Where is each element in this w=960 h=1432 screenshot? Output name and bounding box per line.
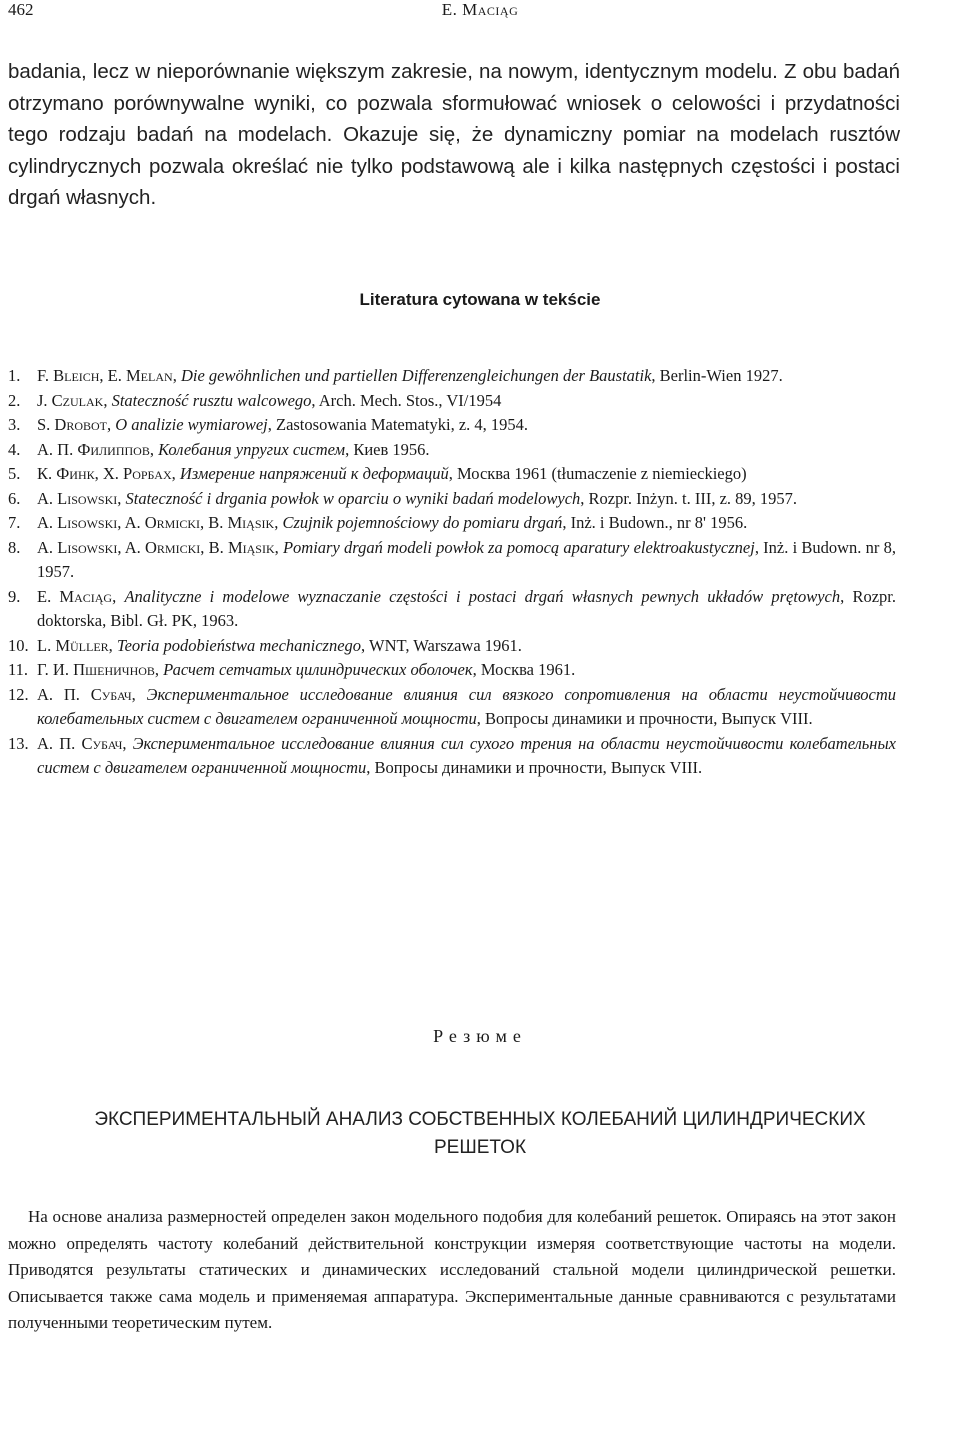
reference-item — [8, 585, 896, 634]
reference-authors: A. Lisowski, A. Ormicki, B. Miąsik — [37, 513, 275, 532]
reference-item — [8, 389, 896, 414]
reference-item — [8, 732, 896, 781]
reference-body: E. Maciąg, Analityczne i modelowe wyznaczanie częstości i postaci drgań własnych pewnych układów prętowych, Rozpr. doktorska, Bibl. Gł. PK, 1963. — [37, 586, 897, 630]
reference-number: 4. — [8, 439, 21, 459]
reference-title: Экспериментальное исследование влияния сил вязкого сопротивления на области неустойчивости колебательных систем с двигателем ограниченной мощности — [37, 684, 897, 728]
reference-item — [8, 487, 896, 512]
reference-number: 2. — [8, 390, 21, 410]
reference-title: Teoria podobieństwa mechanicznego — [116, 635, 362, 655]
reference-item — [8, 634, 896, 659]
reference-item — [8, 536, 896, 585]
reference-body: А. П. Субач, Экспериментальное исследование влияния сил вязкого сопротивления на области неустойчивости колебательных систем с двигателем ограниченной мощности, Вопросы динамики и прочности, Выпуск VIII. — [37, 684, 897, 728]
reference-number: 12. — [8, 684, 29, 704]
reference-number: 3. — [8, 415, 21, 434]
reference-number: 13. — [8, 733, 29, 753]
reference-source: , Arch. Mech. Stos., VI/1954 — [311, 390, 502, 410]
page-number: 462 — [8, 0, 34, 19]
reference-authors: E. Maciąg — [37, 586, 113, 606]
reference-source: , Inż. i Budown., nr 8' 1956. — [562, 513, 748, 532]
reference-body: A. Lisowski, A. Ormicki, B. Miąsik, Czujnik pojemnościowy do pomiaru drgań, Inż. i Budown., nr 8' 1956. — [37, 513, 748, 532]
literature-heading: Literatura cytowana w tekście — [359, 290, 601, 309]
reference-number: 7. — [8, 513, 21, 532]
reference-source: , Вопросы динамики и прочности, Выпуск VIII. — [476, 709, 813, 728]
reference-title: Колебания упругих систем — [158, 439, 346, 459]
russian-abstract: На основе анализа размерностей определен закон модельного подобия для колебаний решеток. Опираясь на этот закон можно определять частоту колебаний действительной конструкции измеряя соответствующие частоты на модели. Приводятся результаты статических и динамических исследований стальной модели цилиндрической решетки. Описывается также сама модель и применяемая аппаратура. Экспериментальные данные сравниваются с результатами полученными теоретическим путем. — [8, 1207, 896, 1332]
reference-title: Измерение напряжений к деформаций — [179, 464, 449, 483]
reference-title: Czujnik pojemnościowy do pomiaru drgań — [282, 513, 563, 532]
reference-authors: F. Bleich, E. Melan — [37, 366, 173, 385]
russian-title-line-2: РЕШЕТОК — [433, 1137, 527, 1158]
reference-body: A. Lisowski, Stateczność i drgania powłok w oparciu o wyniki badań modelowych, Rozpr. Inżyn. t. III, z. 89, 1957. — [37, 488, 798, 508]
reference-authors: А. П. Субач — [37, 684, 132, 704]
reference-body: К. Финк, X. Рорбах, Измерение напряжений к деформаций, Москва 1961 (tłumaczenie z niemieckiego) — [37, 464, 747, 483]
reference-title: O analizie wymiarowej — [115, 415, 268, 434]
reference-source: , Berlin-Wien 1927. — [651, 366, 783, 385]
reference-source: , Zastosowania Matematyki, z. 4, 1954. — [267, 415, 529, 434]
reference-number: 11. — [8, 660, 29, 679]
reference-number: 6. — [8, 488, 21, 508]
reference-source: , Москва 1961. — [472, 660, 576, 679]
reference-body: F. Bleich, E. Melan, Die gewöhnlichen und partiellen Differenzengleichungen der Baustatik, Berlin-Wien 1927. — [37, 366, 783, 385]
running-head — [8, 0, 952, 24]
reference-number: 8. — [8, 537, 21, 557]
reference-authors: J. Czulak — [37, 390, 104, 410]
reference-source: , Rozpr. doktorska, Bibl. Gł. PK, 1963. — [37, 586, 897, 630]
reference-number: 9. — [8, 586, 21, 606]
reference-item — [8, 438, 896, 463]
reference-authors: S. Drobot — [37, 415, 108, 434]
reference-list — [8, 364, 896, 781]
reference-number: 10. — [8, 635, 29, 655]
running-title: E. Maciąg — [441, 0, 519, 19]
reference-source: , Вопросы динамики и прочности, Выпуск VIII. — [366, 758, 703, 777]
reference-authors: A. Lisowski — [37, 488, 118, 508]
reference-body: А. П. Филиппов, Колебания упругих систем, Киев 1956. — [37, 439, 430, 459]
reference-authors: L. Müller — [37, 635, 109, 655]
reference-source: , Rozpr. Inżyn. t. III, z. 89, 1957. — [580, 488, 798, 508]
reference-title: Die gewöhnlichen und partiellen Differenzengleichungen der Baustatik — [180, 366, 652, 385]
reference-number: 5. — [8, 464, 21, 483]
reference-title: Stateczność i drgania powłok w oparciu o wyniki badań modelowych — [125, 488, 581, 508]
russian-title — [0, 1106, 960, 1162]
reference-body: A. Lisowski, A. Ormicki, B. Miąsik, Pomiary drgań modeli powłok za pomocą aparatury elektroakustycznej, Inż. i Budown. nr 8, 1957. — [37, 537, 896, 581]
reference-source: , WNT, Warszawa 1961. — [361, 635, 522, 655]
reference-title: Analityczne i modelowe wyznaczanie częstości i postaci drgań własnych pewnych układów prętowych — [124, 586, 841, 606]
reference-authors: Г. И. Пшеничнов — [37, 660, 155, 679]
reference-item — [8, 462, 896, 487]
russian-title-line-1: ЭКСПЕРИМЕНТАЛЬНЫЙ АНАЛИЗ СОБСТВЕННЫХ КОЛЕБАНИЙ ЦИЛИНДРИЧЕСКИХ — [94, 1109, 866, 1130]
resume-heading: Резюме — [433, 1026, 527, 1046]
reference-body: J. Czulak, Stateczność rusztu walcowego, Arch. Mech. Stos., VI/1954 — [37, 390, 502, 410]
reference-title: Экспериментальное исследование влияния сил сухого трения на области неустойчивости колебательных систем с двигателем ограниченной мощности — [37, 733, 896, 777]
reference-item — [8, 413, 896, 438]
reference-item — [8, 364, 896, 389]
reference-title: Pomiary drgań modeli powłok za pomocą aparatury elektroakustycznej — [282, 537, 755, 557]
reference-authors: А. П. Субач — [37, 733, 123, 753]
reference-item — [8, 683, 896, 732]
reference-title: Расчет сетчатых цилиндрических оболочек — [163, 660, 473, 679]
reference-authors: A. Lisowski, A. Ormicki, B. Miąsik — [37, 537, 275, 557]
reference-body: Г. И. Пшеничнов, Расчет сетчатых цилиндрических оболочек, Москва 1961. — [37, 660, 576, 679]
reference-source: , Москва 1961 (tłumaczenie z niemieckiego) — [448, 464, 747, 483]
reference-item — [8, 658, 896, 683]
reference-number: 1. — [8, 366, 21, 385]
reference-body: А. П. Субач, Экспериментальное исследование влияния сил сухого трения на области неустойчивости колебательных систем с двигателем ограниченной мощности, Вопросы динамики и прочности, Выпуск VIII. — [37, 733, 896, 777]
reference-source: , Киев 1956. — [345, 439, 430, 459]
reference-title: Stateczność rusztu walcowego — [111, 390, 312, 410]
reference-body: S. Drobot, O analizie wymiarowej, Zastosowania Matematyki, z. 4, 1954. — [37, 415, 529, 434]
reference-authors: А. П. Филиппов — [37, 439, 150, 459]
reference-source: , Inż. i Budown. nr 8, 1957. — [37, 537, 896, 581]
reference-authors: К. Финк, X. Рорбах — [37, 464, 172, 483]
intro-paragraph — [8, 56, 900, 214]
reference-body: L. Müller, Teoria podobieństwa mechanicznego, WNT, Warszawa 1961. — [37, 635, 522, 655]
reference-item — [8, 511, 896, 536]
intro-text: badania, lecz w nieporównanie większym zakresie, na nowym, identycznym modelu. Z obu badań otrzymano porównywalne wyniki, co pozwala sformułować wniosek o celowości i przydatności tego rodzaju badań na modelach. Okazuje się, że dynamiczny pomiar na modelach rusztów cylindrycznych pozwala określać nie tylko podstawową ale i kilka następnych częstości i postaci drgań własnych. — [8, 60, 900, 209]
